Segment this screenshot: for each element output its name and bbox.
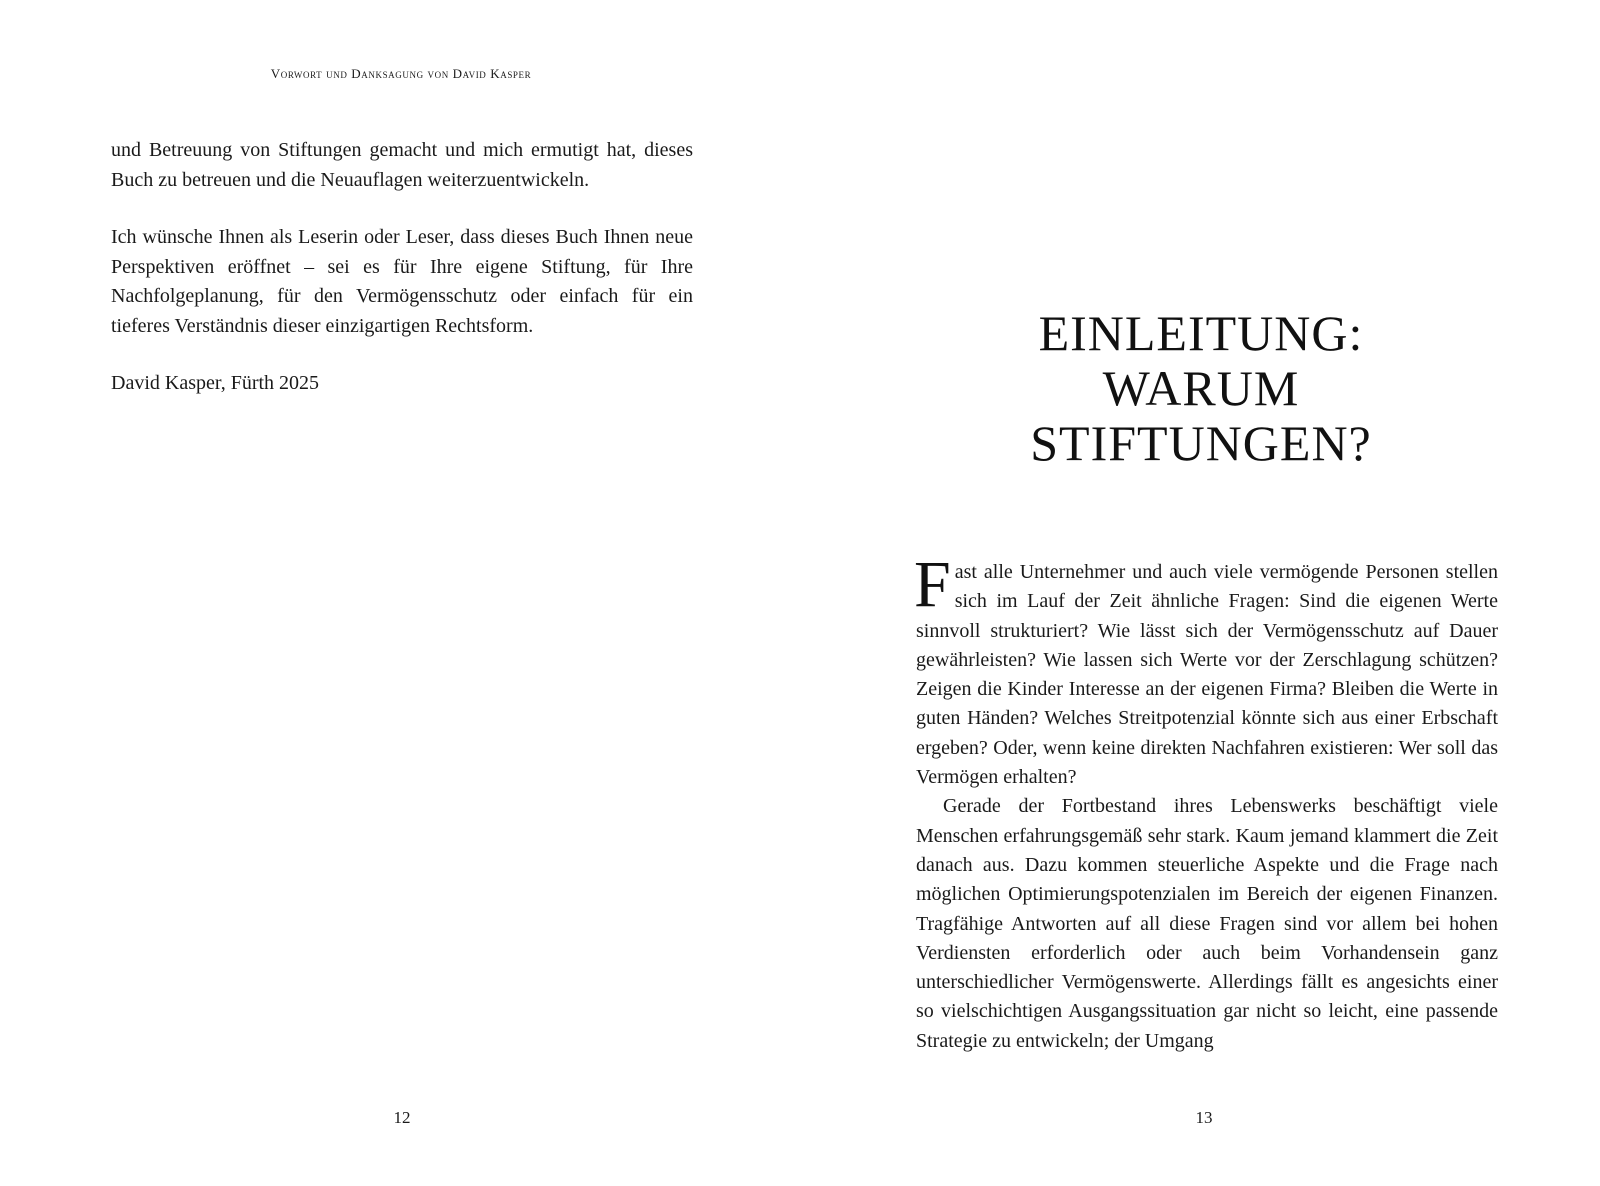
paragraph-text: ast alle Unternehmer und auch viele vermögende Personen stellen sich im Lauf der Zeit ähnliche Fragen: Sind die eigenen Werte sinnvoll strukturiert? Wie lässt sich der Vermögensschutz auf Dauer gewährleisten? Wie lassen sich Werte vor der Zerschlagung schützen? Zeigen die Kinder Interesse an der eigenen Firma? Bleiben die Werte in guten Händen? Welches Streitpotenzial könnte sich aus einer Erbschaft ergeben? Oder, wenn keine direkten Nachfahren existieren: Wer soll das Vermögen erhalten? xyxy=(916,561,1498,789)
chapter-title-line: WARUM xyxy=(1102,360,1300,416)
page-number: 12 xyxy=(393,1108,411,1127)
body-paragraph: Gerade der Fortbestand ihres Lebenswerks beschäftigt viele Menschen erfahrungsgemäß sehr stark. Kaum jemand klammert die Zeit danach aus. Dazu kommen steuerliche Aspekte und die Frage nach möglichen Optimierungspotenzialen im Bereich der eigenen Finanzen. Tragfähige Antworten auf all diese Fragen sind vor allem bei hohen Verdiensten erforderlich oder auch beim Vorhandensein ganz unterschiedlicher Vermögenswerte. Allerdings fällt es angesichts einer so vielschichtigen Ausgangssituation gar nicht so leicht, eine passende Strategie zu entwickeln; der Umgang xyxy=(916,795,1498,1052)
body-paragraph xyxy=(914,548,1498,792)
body-paragraph: und Betreuung von Stiftungen gemacht und mich ermutigt hat, dieses Buch zu betreuen und die Neuauflagen weiterzuentwickeln. xyxy=(111,139,693,191)
right-page-body xyxy=(914,548,1498,1056)
running-head: Vorwort und Danksagung von David Kasper xyxy=(270,66,532,81)
body-paragraph: Ich wünsche Ihnen als Leserin oder Leser, dass dieses Buch Ihnen neue Perspektiven eröffnet – sei es für Ihre eigene Stiftung, für Ihre Nachfolgeplanung, für den Vermögensschutz oder einfach für ein tieferes Verständnis dieser einzigartigen Rechtsform. xyxy=(111,226,693,337)
chapter-title-line: EINLEITUNG: xyxy=(1038,305,1364,361)
right-page xyxy=(800,0,1600,1186)
page-number: 13 xyxy=(1195,1108,1213,1127)
chapter-title-line: STIFTUNGEN? xyxy=(1030,415,1372,471)
author-signature-line: David Kasper, Fürth 2025 xyxy=(111,372,320,394)
chapter-title xyxy=(908,306,1494,471)
drop-cap: F xyxy=(914,548,951,621)
left-page-body xyxy=(111,136,693,427)
